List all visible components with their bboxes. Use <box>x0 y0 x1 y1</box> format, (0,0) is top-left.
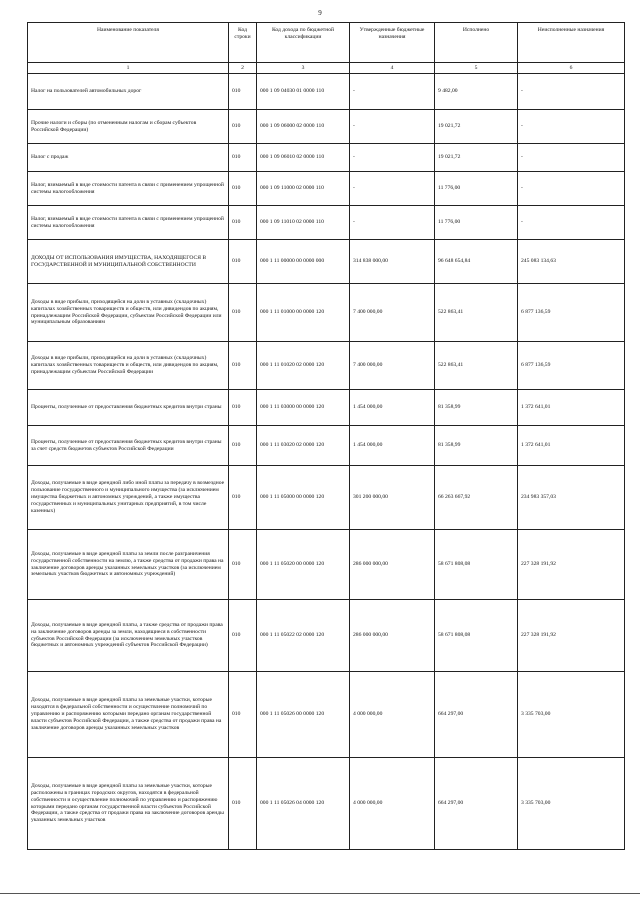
row-executed: 11 776,00 <box>435 206 518 240</box>
row-unexecuted: 234 983 357,03 <box>518 466 625 530</box>
row-executed: 9 482,00 <box>435 74 518 110</box>
row-approved: 4 000 000,00 <box>350 672 435 758</box>
row-income-code: 000 1 09 04030 01 0000 110 <box>257 74 350 110</box>
row-name: Прочие налоги и сборы (по отмененным налогам и сборам субъектов Российской Федерации) <box>28 110 229 144</box>
table-row <box>28 758 625 850</box>
row-unexecuted: 6 877 136,59 <box>518 284 625 342</box>
table-row <box>28 144 625 172</box>
row-unexecuted: 245 083 134,63 <box>518 240 625 284</box>
row-approved: - <box>350 110 435 144</box>
column-number: 3 <box>257 63 350 74</box>
table-row <box>28 600 625 672</box>
row-approved: 286 000 000,00 <box>350 530 435 600</box>
row-name: Налог на пользователей автомобильных дорог <box>28 74 229 110</box>
row-approved: 7 400 000,00 <box>350 284 435 342</box>
row-name: Доходы в виде прибыли, приходящейся на доли в уставных (складочных) капиталах хозяйственных товариществ и обществ, или дивидендов по акциям, принадлежащим Российской Федерации, субъектам Российской Федерации или муниципальным образованиям <box>28 284 229 342</box>
row-executed: 81 358,99 <box>435 426 518 466</box>
row-name: Налог, взимаемый в виде стоимости патента в связи с применением упрощенной системы налогообложения <box>28 206 229 240</box>
row-unexecuted: 227 328 191,92 <box>518 530 625 600</box>
row-approved: 286 000 000,00 <box>350 600 435 672</box>
header-unexecuted: Неисполненные назначения <box>518 23 625 63</box>
table-row <box>28 426 625 466</box>
row-line-code: 010 <box>229 466 257 530</box>
table-row <box>28 672 625 758</box>
row-executed: 11 776,00 <box>435 172 518 206</box>
row-name: Доходы в виде прибыли, приходящейся на доли в уставных (складочных) капиталах хозяйственных товариществ и обществ, или дивидендов по акциям, принадлежащим субъектам Российской Федерации <box>28 342 229 390</box>
table-header-row <box>28 23 625 63</box>
row-name: Доходы, получаемые в виде арендной платы за земли после разграничения государственной собственности на землю, а также средства от продажи права на заключение договоров аренды указанных земельных участков (за исключением земельных участков бюджетных и автономных учреждений) <box>28 530 229 600</box>
row-name: Проценты, полученные от предоставления бюджетных кредитов внутри страны за счет средств бюджетов субъектов Российской Федерации <box>28 426 229 466</box>
row-line-code: 010 <box>229 284 257 342</box>
row-income-code: 000 1 11 05026 00 0000 120 <box>257 672 350 758</box>
page-number: 9 <box>318 9 322 17</box>
row-line-code: 010 <box>229 530 257 600</box>
row-income-code: 000 1 11 03000 00 0000 120 <box>257 390 350 426</box>
table-row <box>28 110 625 144</box>
row-line-code: 010 <box>229 74 257 110</box>
row-name: ДОХОДЫ ОТ ИСПОЛЬЗОВАНИЯ ИМУЩЕСТВА, НАХОДЯЩЕГОСЯ В ГОСУДАРСТВЕННОЙ И МУНИЦИПАЛЬНОЙ СОБСТВЕННОСТИ <box>28 240 229 284</box>
row-name: Доходы, получаемые в виде арендной платы за земельные участки, которые расположены в границах городских округов, находятся в федеральной собственности и осуществление полномочий по управлению и распоряжению которыми передано органам государственной власти субъектов Российской Федерации, а также средства от продажи права на заключение договоров аренды указанных земельных участков <box>28 758 229 850</box>
row-executed: 522 863,41 <box>435 284 518 342</box>
table-row <box>28 342 625 390</box>
row-income-code: 000 1 11 01020 02 0000 120 <box>257 342 350 390</box>
column-number: 1 <box>28 63 229 74</box>
row-approved: 4 000 000,00 <box>350 758 435 850</box>
column-number: 6 <box>518 63 625 74</box>
row-line-code: 010 <box>229 426 257 466</box>
header-executed: Исполнено <box>435 23 518 63</box>
row-income-code: 000 1 11 05020 00 0000 120 <box>257 530 350 600</box>
row-income-code: 000 1 11 05022 02 0000 120 <box>257 600 350 672</box>
row-approved: - <box>350 172 435 206</box>
row-name: Доходы, получаемые в виде арендной либо иной платы за передачу в возмездное пользование государственного и муниципального имущества (за исключением имущества бюджетных и автономных учреждений, а также имущества государственных и муниципальных унитарных предприятий, в том числе казенных) <box>28 466 229 530</box>
row-income-code: 000 1 11 05000 00 0000 120 <box>257 466 350 530</box>
row-approved: - <box>350 206 435 240</box>
table-row <box>28 240 625 284</box>
header-name: Наименование показателя <box>28 23 229 63</box>
row-unexecuted: 6 877 136,59 <box>518 342 625 390</box>
row-executed: 66 263 667,92 <box>435 466 518 530</box>
row-approved: 7 400 000,00 <box>350 342 435 390</box>
row-line-code: 010 <box>229 600 257 672</box>
header-income-code: Код дохода по бюджетной классификации <box>257 23 350 63</box>
row-name: Налог с продаж <box>28 144 229 172</box>
table-row <box>28 530 625 600</box>
row-name: Доходы, получаемые в виде арендной платы, а также средства от продажи права на заключение договоров аренды за земли, находящиеся в собственности субъектов Российской Федерации (за исключением земельных участков бюджетных и автономных учреждений субъектов Российской Федерации) <box>28 600 229 672</box>
table-body <box>28 74 625 850</box>
row-line-code: 010 <box>229 758 257 850</box>
row-unexecuted: 1 372 641,01 <box>518 426 625 466</box>
row-unexecuted: 3 335 703,00 <box>518 672 625 758</box>
row-unexecuted: - <box>518 74 625 110</box>
row-unexecuted: - <box>518 144 625 172</box>
row-approved: - <box>350 144 435 172</box>
table-row <box>28 206 625 240</box>
table-row <box>28 172 625 206</box>
row-executed: 58 671 808,08 <box>435 530 518 600</box>
row-unexecuted: - <box>518 206 625 240</box>
column-number: 5 <box>435 63 518 74</box>
row-name: Доходы, получаемые в виде арендной платы за земельные участки, которые находятся в федеральной собственности и осуществление полномочий по управлению и распоряжению которыми передано органам государственной власти субъектов Российской Федерации, а также средства от продажи права на заключение договоров аренды указанных земельных участков <box>28 672 229 758</box>
row-unexecuted: - <box>518 110 625 144</box>
row-line-code: 010 <box>229 144 257 172</box>
column-number: 2 <box>229 63 257 74</box>
header-approved: Утвержденные бюджетные назначения <box>350 23 435 63</box>
row-income-code: 000 1 11 01000 00 0000 120 <box>257 284 350 342</box>
row-name: Налог, взимаемый в виде стоимости патента в связи с применением упрощенной системы налогообложения <box>28 172 229 206</box>
row-line-code: 010 <box>229 110 257 144</box>
row-approved: - <box>350 74 435 110</box>
row-name: Проценты, полученные от предоставления бюджетных кредитов внутри страны <box>28 390 229 426</box>
row-line-code: 010 <box>229 206 257 240</box>
row-approved: 301 200 000,00 <box>350 466 435 530</box>
column-number-row <box>28 63 625 74</box>
header-line-code: Код строки <box>229 23 257 63</box>
row-income-code: 000 1 09 11000 02 0000 110 <box>257 172 350 206</box>
row-income-code: 000 1 09 06010 02 0000 110 <box>257 144 350 172</box>
column-number: 4 <box>350 63 435 74</box>
page-bottom-rule <box>0 893 640 894</box>
row-executed: 19 021,72 <box>435 144 518 172</box>
budget-execution-table <box>27 22 625 850</box>
row-executed: 19 021,72 <box>435 110 518 144</box>
table-row <box>28 74 625 110</box>
row-line-code: 010 <box>229 672 257 758</box>
row-income-code: 000 1 09 06000 02 0000 110 <box>257 110 350 144</box>
row-line-code: 010 <box>229 342 257 390</box>
row-executed: 81 358,99 <box>435 390 518 426</box>
row-income-code: 000 1 11 00000 00 0000 000 <box>257 240 350 284</box>
table-row <box>28 466 625 530</box>
row-executed: 522 863,41 <box>435 342 518 390</box>
row-executed: 664 297,00 <box>435 758 518 850</box>
row-line-code: 010 <box>229 172 257 206</box>
row-line-code: 010 <box>229 240 257 284</box>
row-line-code: 010 <box>229 390 257 426</box>
row-income-code: 000 1 11 03020 02 0000 120 <box>257 426 350 466</box>
row-income-code: 000 1 11 05026 04 0000 120 <box>257 758 350 850</box>
row-unexecuted: 227 328 191,92 <box>518 600 625 672</box>
table-row <box>28 390 625 426</box>
row-executed: 96 648 654,84 <box>435 240 518 284</box>
row-unexecuted: 1 372 641,01 <box>518 390 625 426</box>
row-approved: 1 454 000,00 <box>350 390 435 426</box>
row-unexecuted: - <box>518 172 625 206</box>
row-unexecuted: 3 335 703,00 <box>518 758 625 850</box>
row-executed: 664 297,00 <box>435 672 518 758</box>
row-approved: 1 454 000,00 <box>350 426 435 466</box>
row-executed: 58 671 808,08 <box>435 600 518 672</box>
row-approved: 314 838 000,00 <box>350 240 435 284</box>
row-income-code: 000 1 09 11010 02 0000 110 <box>257 206 350 240</box>
table-row <box>28 284 625 342</box>
